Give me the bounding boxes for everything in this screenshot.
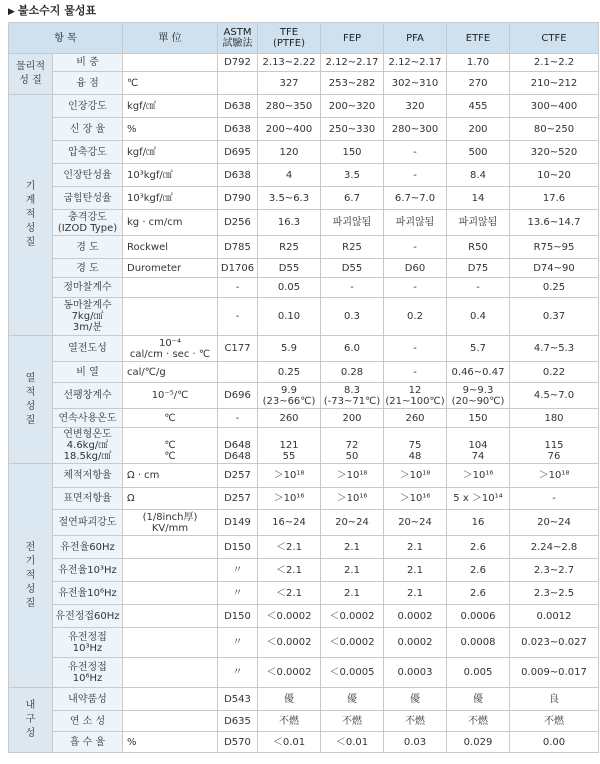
property-name: 연 소 성 (53, 711, 123, 732)
pfa-value: - (384, 278, 447, 298)
tfe-value: 16.3 (258, 210, 321, 236)
unit-cell: % (123, 118, 218, 141)
etfe-value: 150 (447, 409, 510, 428)
unit-cell: 10³kgf/㎠ (123, 164, 218, 187)
astm-cell: D257 (218, 488, 258, 510)
etfe-value: 0.0006 (447, 605, 510, 628)
tfe-value: ＜2.1 (258, 536, 321, 559)
fep-value: 150 (321, 141, 384, 164)
header-unit: 單 位 (123, 23, 218, 54)
astm-cell: 〃 (218, 628, 258, 658)
unit-cell (123, 536, 218, 559)
pfa-value: 302~310 (384, 72, 447, 95)
fep-value: 250~330 (321, 118, 384, 141)
tfe-value: ＜0.0002 (258, 605, 321, 628)
table-row (9, 409, 599, 428)
fep-value: 0.3 (321, 298, 384, 336)
fep-value: ＞10¹⁶ (321, 488, 384, 510)
etfe-value: 500 (447, 141, 510, 164)
pfa-value: 파괴않됨 (384, 210, 447, 236)
unit-cell (123, 559, 218, 582)
etfe-value: 파괴않됨 (447, 210, 510, 236)
unit-cell: Ω (123, 488, 218, 510)
astm-cell: D150 (218, 536, 258, 559)
unit-cell (123, 278, 218, 298)
unit-cell: ℃ ℃ (123, 428, 218, 464)
unit-cell: Rockwel (123, 236, 218, 259)
table-row (9, 605, 599, 628)
fep-value: 20~24 (321, 510, 384, 536)
table-row (9, 95, 599, 118)
astm-cell: D570 (218, 732, 258, 753)
property-name: 비 열 (53, 362, 123, 383)
table-row (9, 464, 599, 488)
ctfe-value: 115 76 (510, 428, 599, 464)
pfa-value: - (384, 236, 447, 259)
astm-cell: - (218, 278, 258, 298)
fep-value: 2.1 (321, 536, 384, 559)
table-row (9, 164, 599, 187)
astm-cell: D149 (218, 510, 258, 536)
pfa-value: 20~24 (384, 510, 447, 536)
ctfe-value: 210~212 (510, 72, 599, 95)
header-astm: ASTM 試驗法 (218, 23, 258, 54)
fep-value: 2.1 (321, 559, 384, 582)
pfa-value: 2.12~2.17 (384, 54, 447, 72)
ctfe-value: 2.24~2.8 (510, 536, 599, 559)
tfe-value: ＜2.1 (258, 559, 321, 582)
ctfe-value: 0.0012 (510, 605, 599, 628)
etfe-value: 0.005 (447, 658, 510, 688)
fep-value: ＜0.01 (321, 732, 384, 753)
astm-cell: - (218, 298, 258, 336)
property-name: 유전율10³Hz (53, 559, 123, 582)
fep-value: R25 (321, 236, 384, 259)
property-name: 인장탄성율 (53, 164, 123, 187)
unit-cell (123, 688, 218, 711)
table-row (9, 688, 599, 711)
fep-value: 2.12~2.17 (321, 54, 384, 72)
table-row (9, 259, 599, 278)
ctfe-value: 0.00 (510, 732, 599, 753)
tfe-value: 120 (258, 141, 321, 164)
tfe-value: ＜0.0002 (258, 628, 321, 658)
property-name: 유전정접 10⁶Hz (53, 658, 123, 688)
property-name: 유전율60Hz (53, 536, 123, 559)
fep-value: 2.1 (321, 582, 384, 605)
pfa-value: - (384, 141, 447, 164)
tfe-value: 16~24 (258, 510, 321, 536)
astm-cell: D635 (218, 711, 258, 732)
table-row (9, 118, 599, 141)
tfe-value: 200~400 (258, 118, 321, 141)
unit-cell: 10⁻⁵/℃ (123, 383, 218, 409)
table-row (9, 711, 599, 732)
tfe-value: D55 (258, 259, 321, 278)
table-row (9, 54, 599, 72)
etfe-value: - (447, 278, 510, 298)
etfe-value: 270 (447, 72, 510, 95)
fep-value: 72 50 (321, 428, 384, 464)
property-name: 융 점 (53, 72, 123, 95)
fep-value: 0.28 (321, 362, 384, 383)
property-name: 신 장 율 (53, 118, 123, 141)
tfe-value: 3.5~6.3 (258, 187, 321, 210)
fep-value: 6.7 (321, 187, 384, 210)
table-row (9, 141, 599, 164)
ctfe-value: 4.5~7.0 (510, 383, 599, 409)
tfe-value: 4 (258, 164, 321, 187)
unit-cell: kgf/㎠ (123, 141, 218, 164)
ctfe-value: 4.7~5.3 (510, 336, 599, 362)
table-row (9, 510, 599, 536)
unit-cell: Durometer (123, 259, 218, 278)
property-name: 충격강도 (IZOD Type) (53, 210, 123, 236)
etfe-value: 2.6 (447, 582, 510, 605)
pfa-value: 2.1 (384, 582, 447, 605)
pfa-value: 優 (384, 688, 447, 711)
tfe-value: 9.9 (23~66℃) (258, 383, 321, 409)
table-row (9, 582, 599, 605)
tfe-value: 優 (258, 688, 321, 711)
tfe-value: ＜0.0002 (258, 658, 321, 688)
fep-value: ＞10¹⁸ (321, 464, 384, 488)
astm-cell: D256 (218, 210, 258, 236)
etfe-value: 200 (447, 118, 510, 141)
pfa-value: D60 (384, 259, 447, 278)
fep-value: ＜0.0002 (321, 628, 384, 658)
unit-cell (123, 658, 218, 688)
ctfe-value: 13.6~14.7 (510, 210, 599, 236)
fep-value: 200~320 (321, 95, 384, 118)
table-row (9, 278, 599, 298)
property-name: 열전도성 (53, 336, 123, 362)
unit-cell (123, 298, 218, 336)
unit-cell (123, 54, 218, 72)
astm-cell (218, 362, 258, 383)
property-name: 경 도 (53, 236, 123, 259)
fep-value: 200 (321, 409, 384, 428)
unit-cell (123, 605, 218, 628)
etfe-value: 455 (447, 95, 510, 118)
ctfe-value: 10~20 (510, 164, 599, 187)
property-name: 경 도 (53, 259, 123, 278)
pfa-value: 0.0002 (384, 605, 447, 628)
table-row (9, 488, 599, 510)
astm-cell: C177 (218, 336, 258, 362)
table-row (9, 383, 599, 409)
ctfe-value: ＞10¹⁸ (510, 464, 599, 488)
fep-value: D55 (321, 259, 384, 278)
tfe-value: 260 (258, 409, 321, 428)
pfa-value: 0.03 (384, 732, 447, 753)
pfa-value: 6.7~7.0 (384, 187, 447, 210)
table-row (9, 72, 599, 95)
fep-value: 3.5 (321, 164, 384, 187)
table-row (9, 236, 599, 259)
category-physical: 물리적 성 질 (9, 54, 53, 95)
table-row (9, 298, 599, 336)
etfe-value: R50 (447, 236, 510, 259)
unit-cell: kgf/㎠ (123, 95, 218, 118)
ctfe-value: 17.6 (510, 187, 599, 210)
ctfe-value: - (510, 488, 599, 510)
table-row (9, 628, 599, 658)
tfe-value: ＞10¹⁶ (258, 488, 321, 510)
pfa-value: - (384, 336, 447, 362)
astm-cell: D648 D648 (218, 428, 258, 464)
unit-cell: cal/℃/g (123, 362, 218, 383)
fep-value: 파괴않됨 (321, 210, 384, 236)
etfe-value: 2.6 (447, 559, 510, 582)
unit-cell: ℃ (123, 409, 218, 428)
title-text: 불소수지 물성표 (17, 4, 97, 17)
category-thermal: 열 적 성 질 (9, 336, 53, 464)
table-header-row (9, 23, 599, 54)
etfe-value: 優 (447, 688, 510, 711)
ctfe-value: 180 (510, 409, 599, 428)
pfa-value: 280~300 (384, 118, 447, 141)
astm-cell: 〃 (218, 582, 258, 605)
etfe-value: ＞10¹⁶ (447, 464, 510, 488)
property-name: 유전정접 10³Hz (53, 628, 123, 658)
etfe-value: 14 (447, 187, 510, 210)
unit-cell: 10³kgf/㎠ (123, 187, 218, 210)
table-row (9, 336, 599, 362)
ctfe-value: 0.023~0.027 (510, 628, 599, 658)
property-name: 굽힘탄성율 (53, 187, 123, 210)
unit-cell: Ω · cm (123, 464, 218, 488)
tfe-value: 5.9 (258, 336, 321, 362)
header-item: 항 목 (9, 23, 123, 54)
header-ctfe: CTFE (510, 23, 599, 54)
table-row (9, 536, 599, 559)
property-name: 비 중 (53, 54, 123, 72)
table-row (9, 210, 599, 236)
fep-value: 8.3 (-73~71℃) (321, 383, 384, 409)
header-etfe: ETFE (447, 23, 510, 54)
ctfe-value: D74~90 (510, 259, 599, 278)
etfe-value: D75 (447, 259, 510, 278)
ctfe-value: 80~250 (510, 118, 599, 141)
astm-cell: D543 (218, 688, 258, 711)
properties-table (8, 22, 599, 753)
astm-cell: D638 (218, 118, 258, 141)
property-name: 선팽창계수 (53, 383, 123, 409)
pfa-value: 320 (384, 95, 447, 118)
ctfe-value: 0.009~0.017 (510, 658, 599, 688)
etfe-value: 16 (447, 510, 510, 536)
fep-value: 不燃 (321, 711, 384, 732)
triangle-right-icon: ▶ (8, 7, 15, 17)
pfa-value: 12 (21~100℃) (385, 384, 445, 407)
tfe-value: ＞10¹⁸ (258, 464, 321, 488)
ctfe-value: 20~24 (510, 510, 599, 536)
astm-cell: D695 (218, 141, 258, 164)
unit-cell: % (123, 732, 218, 753)
property-name: 정마찰계수 (53, 278, 123, 298)
astm-cell: D257 (218, 464, 258, 488)
tfe-value: 280~350 (258, 95, 321, 118)
property-name: 유전정접60Hz (53, 605, 123, 628)
category-mechanical: 기 계 적 성 질 (9, 95, 53, 336)
tfe-value: 不燃 (258, 711, 321, 732)
tfe-value: ＜2.1 (258, 582, 321, 605)
category-durability: 내 구 성 (9, 688, 53, 753)
ctfe-value: 2.1~2.2 (510, 54, 599, 72)
astm-cell: - (218, 409, 258, 428)
astm-cell: D792 (218, 54, 258, 72)
astm-cell (218, 72, 258, 95)
tfe-value: 0.25 (258, 362, 321, 383)
pfa-value: 75 48 (384, 428, 447, 464)
pfa-value: 不燃 (384, 711, 447, 732)
astm-cell: D696 (218, 383, 258, 409)
ctfe-value: 不燃 (510, 711, 599, 732)
table-row (9, 732, 599, 753)
astm-cell: 〃 (218, 658, 258, 688)
ctfe-value: 300~400 (510, 95, 599, 118)
ctfe-value: 0.22 (510, 362, 599, 383)
ctfe-value: 良 (510, 688, 599, 711)
astm-cell: D150 (218, 605, 258, 628)
pfa-value: ＞10¹⁶ (384, 488, 447, 510)
unit-cell: kg · cm/cm (123, 210, 218, 236)
ctfe-value: 0.25 (510, 278, 599, 298)
ctfe-value: R75~95 (510, 236, 599, 259)
pfa-value: 0.2 (384, 298, 447, 336)
property-name: 체적저항율 (53, 464, 123, 488)
property-name: 동마찰계수 7kg/㎠ 3m/분 (53, 298, 123, 336)
page-title (0, 0, 600, 22)
ctfe-value: 320~520 (510, 141, 599, 164)
pfa-value: - (384, 164, 447, 187)
etfe-value: 5.7 (447, 336, 510, 362)
tfe-value: R25 (258, 236, 321, 259)
unit-cell (123, 711, 218, 732)
etfe-value: 9~9.3 (20~90℃) (447, 383, 510, 409)
tfe-value: ＜0.01 (258, 732, 321, 753)
header-tfe: TFE (PTFE) (258, 23, 321, 54)
astm-cell: D790 (218, 187, 258, 210)
etfe-value: 0.46~0.47 (447, 362, 510, 383)
etfe-value: 104 74 (447, 428, 510, 464)
ctfe-value: 2.3~2.5 (510, 582, 599, 605)
tfe-value: 0.05 (258, 278, 321, 298)
etfe-value: 0.029 (447, 732, 510, 753)
table-row (9, 187, 599, 210)
etfe-value: 1.70 (447, 54, 510, 72)
etfe-value: 5 x ＞10¹⁴ (447, 488, 510, 510)
unit-cell: (1/8inch厚) KV/mm (123, 510, 218, 536)
tfe-value: 2.13~2.22 (258, 54, 321, 72)
pfa-value: - (384, 362, 447, 383)
pfa-value: 260 (384, 409, 447, 428)
unit-cell (123, 582, 218, 605)
property-name: 인장강도 (53, 95, 123, 118)
astm-cell: D785 (218, 236, 258, 259)
fep-value: ＜0.0002 (321, 605, 384, 628)
header-fep: FEP (321, 23, 384, 54)
property-name: 흡 수 율 (53, 732, 123, 753)
fep-value: 253~282 (321, 72, 384, 95)
table-row (9, 658, 599, 688)
category-electrical: 전 기 적 성 질 (9, 464, 53, 688)
tfe-value: 121 55 (258, 428, 321, 464)
pfa-value: 2.1 (384, 536, 447, 559)
pfa-value: ＞10¹⁸ (384, 464, 447, 488)
etfe-value: 不燃 (447, 711, 510, 732)
table-row (9, 362, 599, 383)
unit-cell: ℃ (123, 72, 218, 95)
pfa-value: 0.0002 (384, 628, 447, 658)
astm-cell: D638 (218, 95, 258, 118)
unit-cell: 10⁻⁴ cal/cm · sec · ℃ (123, 336, 218, 362)
tfe-value: 0.10 (258, 298, 321, 336)
etfe-value: 2.6 (447, 536, 510, 559)
pfa-value: 2.1 (384, 559, 447, 582)
fep-value: - (321, 278, 384, 298)
property-name: 절연파괴강도 (53, 510, 123, 536)
header-pfa: PFA (384, 23, 447, 54)
etfe-value: 0.4 (447, 298, 510, 336)
tfe-value: 327 (258, 72, 321, 95)
property-name: 연속사용온도 (53, 409, 123, 428)
unit-cell (123, 628, 218, 658)
table-row (9, 559, 599, 582)
astm-cell: D638 (218, 164, 258, 187)
fep-value: ＜0.0005 (321, 658, 384, 688)
table-row (9, 428, 599, 464)
property-name: 연변형온도 4.6kg/㎠ 18.5kg/㎠ (53, 428, 123, 464)
etfe-value: 8.4 (447, 164, 510, 187)
property-name: 내약품성 (53, 688, 123, 711)
fep-value: 優 (321, 688, 384, 711)
etfe-value: 0.0008 (447, 628, 510, 658)
astm-cell: 〃 (218, 559, 258, 582)
property-name: 유전율10⁶Hz (53, 582, 123, 605)
astm-cell: D1706 (218, 259, 258, 278)
ctfe-value: 0.37 (510, 298, 599, 336)
fep-value: 6.0 (321, 336, 384, 362)
pfa-value: 0.0003 (384, 658, 447, 688)
ctfe-value: 2.3~2.7 (510, 559, 599, 582)
property-name: 압축강도 (53, 141, 123, 164)
property-name: 표면저항율 (53, 488, 123, 510)
